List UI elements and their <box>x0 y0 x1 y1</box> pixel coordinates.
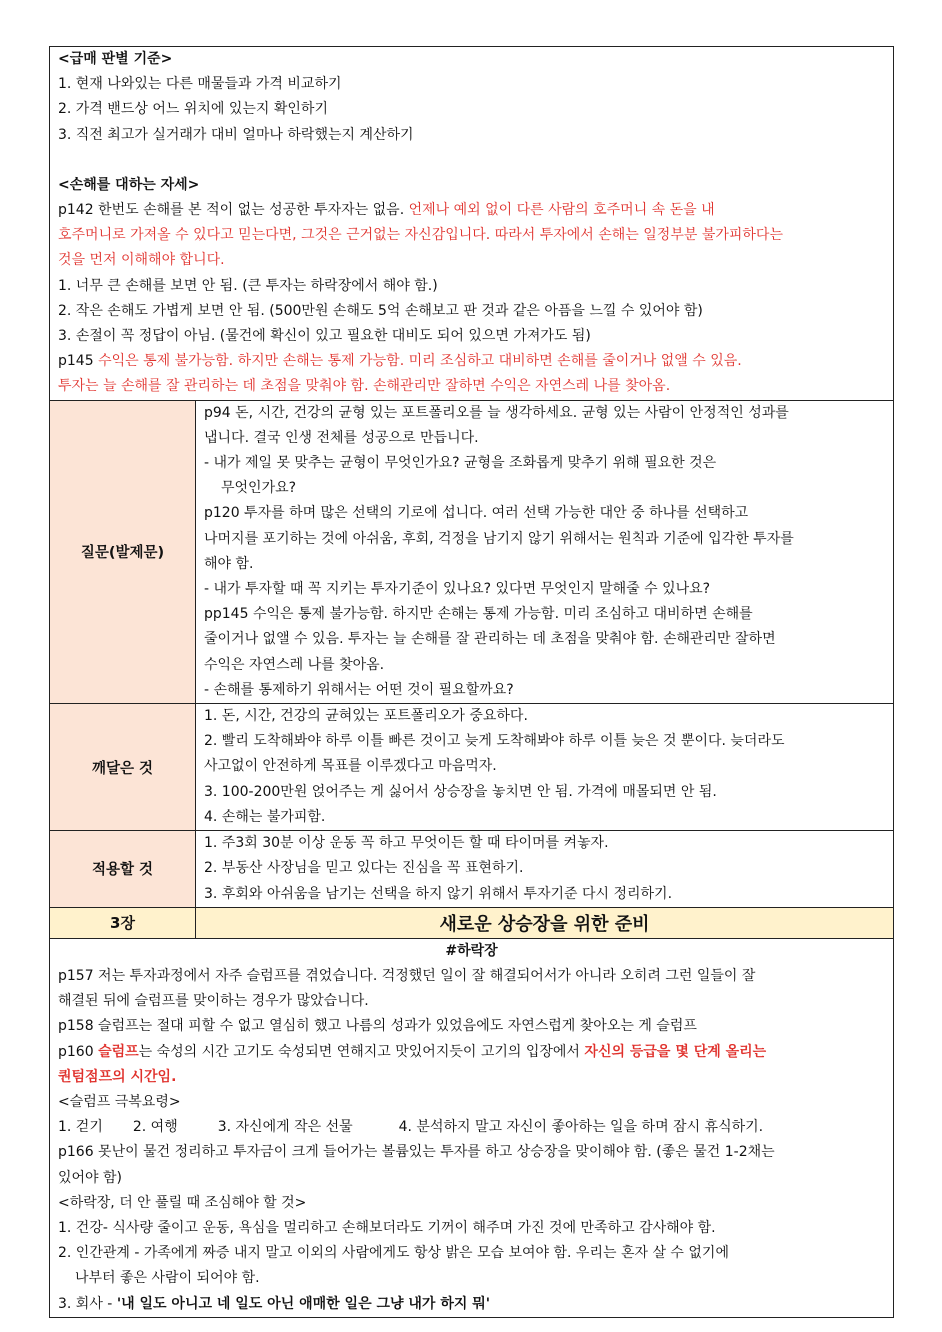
p160-lead: p160 <box>58 1043 94 1060</box>
p160-highlight-line: 퀀텀점프의 시간임. <box>58 1068 177 1085</box>
realized-line: 3. 100-200만원 얹어주는 게 싫어서 상승장을 놓치면 안 됨. 가격에 매몰되면 안 됨. <box>204 783 717 800</box>
p166-line: p166 못난이 물건 정리하고 투자금이 크게 들어가는 볼륨있는 투자를 하고 상승장을 맞이해야 함. (좋은 물건 1-2채는 <box>58 1144 775 1161</box>
chapter-title: 새로운 상승장을 위한 준비 <box>196 907 894 938</box>
apply-line: 2. 부동산 사장님을 믿고 있다는 진심을 꼭 표현하기. <box>204 860 524 877</box>
loss-item: 2. 작은 손해도 가볍게 보면 안 됨. (500만원 손해도 5억 손해보고 판 것과 같은 아픔을 느낄 수 있어야 함) <box>58 302 703 319</box>
chapter-number: 3장 <box>50 907 196 938</box>
question-line: p94 돈, 시간, 건강의 균형 있는 포트폴리오를 늘 생각하세요. 균형 있는 사람이 안정적인 성과를 <box>204 404 789 421</box>
caution-title: <하락장, 더 안 풀릴 때 조심해야 할 것> <box>58 1194 307 1211</box>
urgent-sale-item: 2. 가격 밴드상 어느 위치에 있는지 확인하기 <box>58 101 328 118</box>
p160-line <box>58 1040 885 1065</box>
p160-highlight: 자신의 등급을 몇 단계 올리는 <box>584 1043 767 1060</box>
apply-line: 3. 후회와 아쉬움을 남기는 선택을 하지 않기 위해서 투자기준 다시 정리하기. <box>204 885 673 902</box>
caution-item: 1. 건강- 식사량 줄이고 운동, 욕심을 멀리하고 손해보더라도 기꺼이 해주며 가진 것에 만족하고 감사해야 함. <box>58 1219 716 1236</box>
caution-item <box>58 1292 885 1317</box>
loss-item: 1. 너무 큰 손해를 보면 안 됨. (큰 투자는 하락장에서 해야 함.) <box>58 277 438 294</box>
slump-tip: 3. 자신에게 작은 선물 <box>217 1119 353 1136</box>
notes-row-intro <box>50 47 894 401</box>
question-line: 해야 함. <box>204 555 254 572</box>
p142-highlight-line: 것을 먼저 이해해야 합니다. <box>58 252 225 269</box>
question-line: 수익은 자연스레 나를 찾아옴. <box>204 656 385 673</box>
question-line: 나머지를 포기하는 것에 아쉬움, 후회, 걱정을 남기지 않기 위해서는 원칙과 기준에 입각한 투자를 <box>204 530 794 547</box>
question-line: 무엇인가요? <box>221 480 297 497</box>
p157-line: 해결된 뒤에 슬럼프를 맞이하는 경우가 많았습니다. <box>58 993 369 1010</box>
p160-slump-word: 슬럼프 <box>98 1043 139 1060</box>
question-line: 냅니다. 결국 인생 전체를 성공으로 만듭니다. <box>204 429 479 446</box>
realized-row <box>50 704 894 831</box>
p166-line: 있어야 함) <box>58 1169 123 1186</box>
p142-line <box>58 198 885 223</box>
realized-line: 사고없이 안전하게 목표를 이루겠다고 마음먹자. <box>204 758 497 775</box>
spacer <box>58 148 885 173</box>
questions-row <box>50 400 894 703</box>
loss-attitude-title: <손해를 대하는 자세> <box>58 176 200 193</box>
slump-tips-title: <슬럼프 극복요령> <box>58 1093 181 1110</box>
slump-tip: 2. 여행 <box>132 1119 178 1136</box>
p145-lead: p145 <box>58 353 94 370</box>
realized-line: 2. 빨리 도착해봐야 하루 이틀 빠른 것이고 늦게 도착해봐야 하루 이틀 늦은 것 뿐이다. 늦더라도 <box>204 733 785 750</box>
question-line: - 손해를 통제하기 위해서는 어떤 것이 필요할까요? <box>204 681 514 698</box>
question-line: - 내가 제일 못 맞추는 균형이 무엇인가요? 균형을 조화롭게 맞추기 위해 필요한 것은 <box>204 455 717 472</box>
realized-label: 깨달은 것 <box>50 704 196 831</box>
caution-item: 나부터 좋은 사람이 되어야 함. <box>75 1270 260 1287</box>
chapter-row <box>50 907 894 938</box>
p158-line: p158 슬럼프는 절대 피할 수 없고 열심히 했고 나름의 성과가 있었음에도 자연스럽게 찾아오는 게 슬럼프 <box>58 1018 697 1035</box>
realized-line: 1. 돈, 시간, 건강의 균혀있는 포트폴리오가 중요하다. <box>204 708 528 725</box>
p142-highlight: 언제나 예외 없이 다른 사람의 호주머니 속 돈을 내 <box>408 202 715 219</box>
p142-highlight-line: 호주머니로 가져올 수 있다고 믿는다면, 그것은 근거없는 자신감입니다. 따라서 투자에서 손해는 일정부분 불가피하다는 <box>58 227 783 244</box>
p145-highlight: 수익은 통제 불가능함. 하지만 손해는 통제 가능함. 미리 조심하고 대비하면 손해를 줄이거나 없앨 수 있음. <box>98 353 742 370</box>
realized-line: 4. 손해는 불가피함. <box>204 808 326 825</box>
question-line: - 내가 투자할 때 꼭 지키는 투자기준이 있나요? 있다면 무엇인지 말해줄 수 있나요? <box>204 581 711 598</box>
question-line: pp145 수익은 통제 불가능함. 하지만 손해는 통제 가능함. 미리 조심하고 대비하면 손해를 <box>204 606 753 623</box>
apply-label: 적용할 것 <box>50 831 196 908</box>
questions-label: 질문(발제문) <box>50 400 196 703</box>
apply-line: 1. 주3회 30분 이상 운동 꼭 하고 무엇이든 할 때 타이머를 켜놓자. <box>204 835 609 852</box>
slump-tips-line <box>58 1115 885 1140</box>
p142-lead: p142 한번도 손해를 본 적이 없는 성공한 투자자는 없음. <box>58 202 405 219</box>
caution-3-lead: 3. 회사 - <box>58 1295 113 1312</box>
urgent-sale-title: <급매 판별 기준> <box>58 51 173 67</box>
apply-row <box>50 831 894 908</box>
p160-mid: 는 숙성의 시간 고기도 숙성되면 연해지고 맛있어지듯이 고기의 입장에서 <box>138 1043 580 1060</box>
question-line: p120 투자를 하며 많은 선택의 기로에 섭니다. 여러 선택 가능한 대안 중 하나를 선택하고 <box>204 505 749 522</box>
downturn-hashtag: #하락장 <box>445 942 498 959</box>
p145-line <box>58 349 885 374</box>
urgent-sale-item: 1. 현재 나와있는 다른 매물들과 가격 비교하기 <box>58 76 342 93</box>
document-page <box>49 46 893 1318</box>
question-line: 줄이거나 없앨 수 있음. 투자는 늘 손해를 잘 관리하는 데 초점을 맞춰야 함. 손해관리만 잘하면 <box>204 631 776 648</box>
slump-tip: 4. 분석하지 말고 자신이 좋아하는 일을 하며 잠시 휴식하기. <box>398 1119 764 1136</box>
caution-3-quote: '내 일도 아니고 네 일도 아닌 애매한 일은 그냥 내가 하지 뭐' <box>116 1295 491 1312</box>
p145-highlight-line: 투자는 늘 손해를 잘 관리하는 데 초점을 맞춰야 함. 손해관리만 잘하면 수익은 자연스레 나를 찾아옴. <box>58 378 671 395</box>
p157-line: p157 저는 투자과정에서 자주 슬럼프를 겪었습니다. 걱정했던 일이 잘 해결되어서가 아니라 오히려 그런 일들이 잘 <box>58 967 756 984</box>
urgent-sale-item: 3. 직전 최고가 실거래가 대비 얼마나 하락했는지 계산하기 <box>58 126 414 143</box>
caution-item: 2. 인간관계 - 가족에게 짜증 내지 말고 이외의 사람에게도 항상 밝은 모습 보여야 함. 우리는 혼자 살 수 없기에 <box>58 1245 729 1262</box>
slump-tip: 1. 걷기 <box>58 1119 103 1136</box>
loss-item: 3. 손절이 꼭 정답이 아님. (물건에 확신이 있고 필요한 대비도 되어 있으면 가져가도 됨) <box>58 328 591 345</box>
downturn-row <box>50 938 894 1317</box>
study-notes-table <box>49 46 894 1318</box>
